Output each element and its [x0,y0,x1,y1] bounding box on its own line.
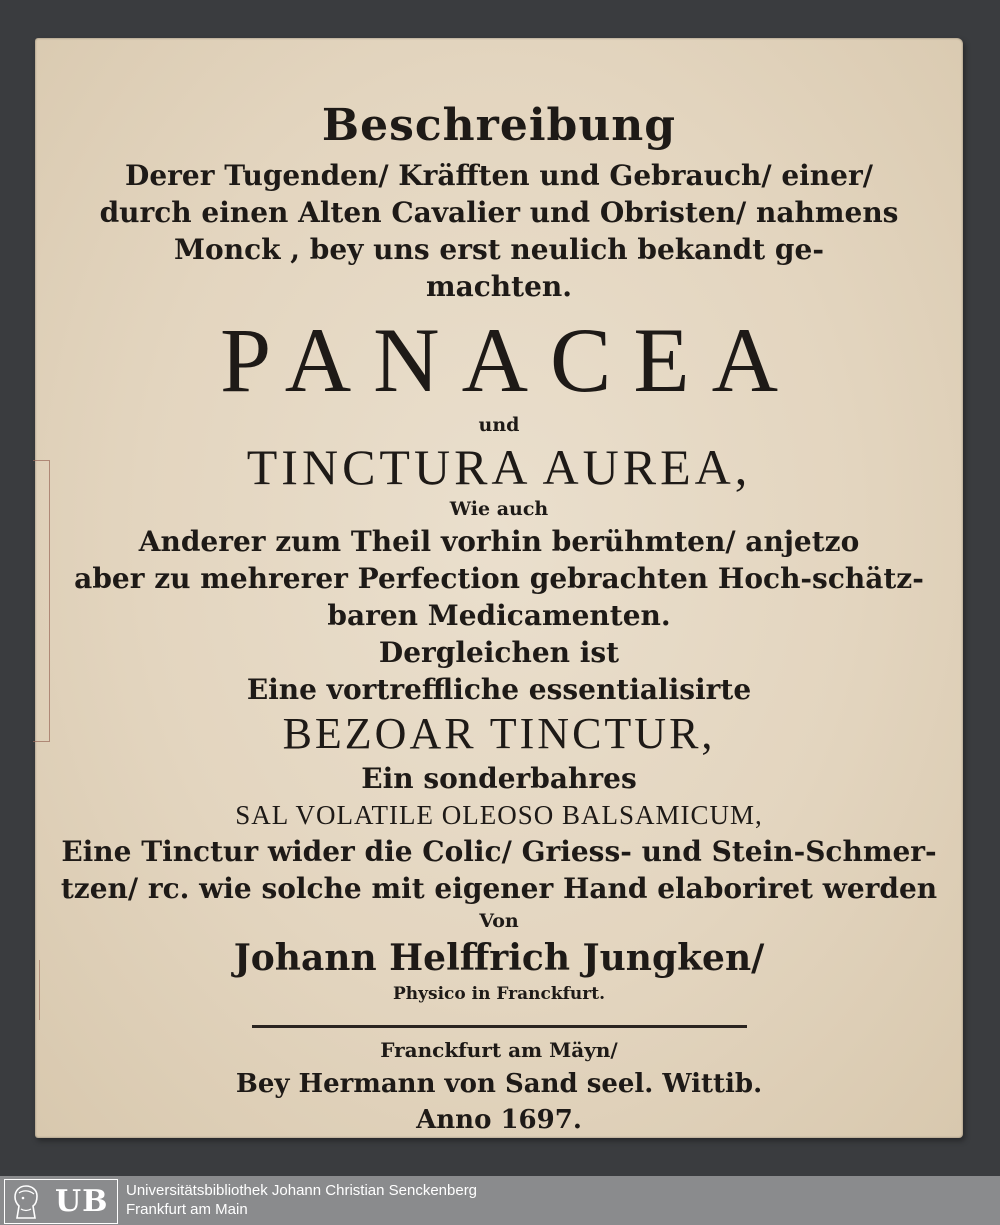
title-tinctura-aurea: TINCTURA AUREA, [246,439,752,495]
ub-logo[interactable] [4,1179,118,1224]
library-footer [0,1176,1000,1225]
body-line-2: aber zu mehrerer Perfection gebrachten Hoch-schätz- [74,562,924,595]
tinctur-line-2: tzen/ rc. wie solche mit eigener Hand elaboriret werden [60,872,938,905]
subtitle-line-4: machten. [425,270,573,303]
dergleichen-ist: Dergleichen ist [378,636,620,669]
ein-sonderbahres: Ein sonderbahres [361,762,637,795]
body-line-3: baren Medicamenten. [327,599,671,632]
imprint-place: Franckfurt am Mäyn/ [380,1038,618,1062]
title-panacea: PANACEA [219,309,801,411]
title-page-text [35,95,963,1138]
heading-beschreibung: Beschreibung [321,100,677,151]
author-title: Physico in Franckfurt. [392,984,606,1004]
library-name-line-2: Frankfurt am Main [126,1201,248,1218]
imprint-divider [252,1025,747,1028]
library-name-line-1: Universitätsbibliothek Johann Christian Senckenberg [126,1182,478,1199]
word-von: Von [479,910,519,932]
body-line-1: Anderer zum Theil vorhin berühmten/ anjetzo [138,525,860,558]
eine-vortreffliche: Eine vortreffliche essentialisirte [246,673,752,706]
portrait-icon [5,1181,47,1222]
subtitle-line-3: Monck , bey uns erst neulich bekandt ge- [174,233,824,266]
word-und: und [478,414,520,436]
subtitle-line-1: Derer Tugenden/ Kräfften und Gebrauch/ einer/ [125,159,873,192]
library-name [126,1181,477,1219]
author-name: Johann Helffrich Jungken/ [233,937,765,979]
title-bezoar-tinctur: BEZOAR TINCTUR, [282,709,716,758]
ub-logo-text: UB [55,1184,109,1219]
tinctur-line-1: Eine Tinctur wider die Colic/ Griess- und Stein-Schmer- [61,835,937,868]
subtitle-line-2: durch einen Alten Cavalier und Obristen/ nahmens [99,196,899,229]
imprint-printer: Bey Hermann von Sand seel. Wittib. [235,1069,763,1099]
title-sal-volatile: SAL VOLATILE OLEOSO BALSAMICUM, [235,800,763,830]
imprint-year: Anno 1697. [416,1105,582,1135]
wie-auch: Wie auch [449,498,549,520]
